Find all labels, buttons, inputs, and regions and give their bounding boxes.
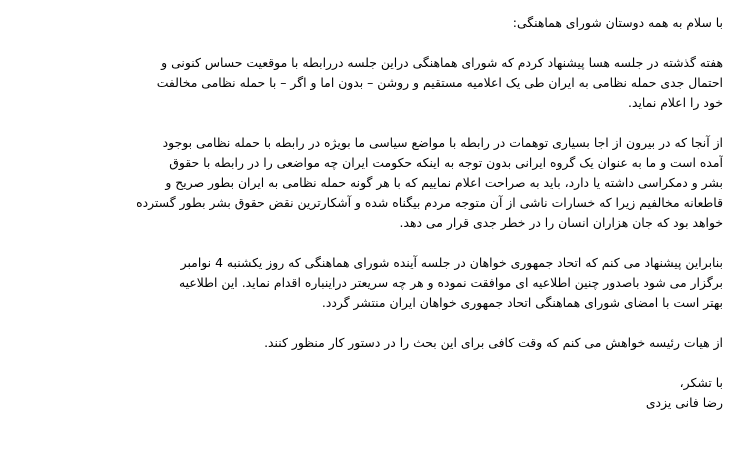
paragraph-line: خود را اعلام نماید.: [628, 95, 723, 110]
closing-block: [56, 373, 723, 413]
paragraph-line: خواهد بود که جان هزاران انسان را در خطر جدی قرار می دهد.: [399, 215, 723, 230]
paragraph-line: بهتر است با امضای شورای هماهنگی اتحاد جمهوری خواهان ایران منتشر گردد.: [321, 295, 723, 310]
paragraph-line: قاطعانه مخالفیم زیرا که خسارات ناشی از آن متوجه مردم بیگناه شده و آشکارترین نقض حقوق بشر بطور گسترده: [136, 195, 723, 210]
paragraph-line: از هیات رئیسه خواهش می کنم که وقت کافی برای این بحث را در دستور کار منظور کنند.: [264, 335, 723, 350]
paragraph-line: بنابراین پیشنهاد می کنم که اتحاد جمهوری خواهان در جلسه آینده شورای هماهنگی که روز یکشنبه 4 نوامبر: [180, 255, 723, 270]
paragraph-line: از آنجا که در بیرون از اجا بسیاری توهمات در رابطه با مواضع سیاسی ما بویژه در رابطه با حمله نظامی بوجود: [162, 135, 723, 150]
closing-line: با تشکر،: [679, 375, 723, 390]
paragraph-line: برگزار می شود باصدور چنین اطلاعیه ای موافقت نموده و هر چه سریعتر دراینباره اقدام نماید. این اطلاعیه: [179, 275, 723, 290]
signature-name: رضا فانی یزدی: [645, 395, 723, 410]
paragraph-2: [56, 133, 723, 233]
paragraph-line: احتمال جدی حمله نظامی به ایران طی یک اعلامیه مستقیم و روشن – بدون اما و اگر – با حمله نظامی مخالفت: [156, 75, 723, 90]
greeting-line: با سلام به همه دوستان شورای هماهنگی:: [512, 15, 723, 30]
paragraph-line: هفته گذشته در جلسه هسا پیشنهاد کردم که شورای هماهنگی دراین جلسه دررابطه با موقعیت حساس کنونی و: [161, 55, 723, 70]
paragraph-line: بشر و دمکراسی داشته یا دارد، باید به صراحت اعلام نماییم که با هر گونه حمله نظامی به ایران بطور صریح و: [165, 175, 723, 190]
greeting-paragraph: [56, 13, 723, 33]
paragraph-3: [56, 253, 723, 313]
paragraph-line: آمده است و ما به عنوان یک گروه ایرانی بدون توجه به اینکه حکومت ایران چه مواضعی را در رابطه با حقوق: [169, 155, 723, 170]
paragraph-1: [56, 53, 723, 113]
paragraph-4: [56, 333, 723, 353]
